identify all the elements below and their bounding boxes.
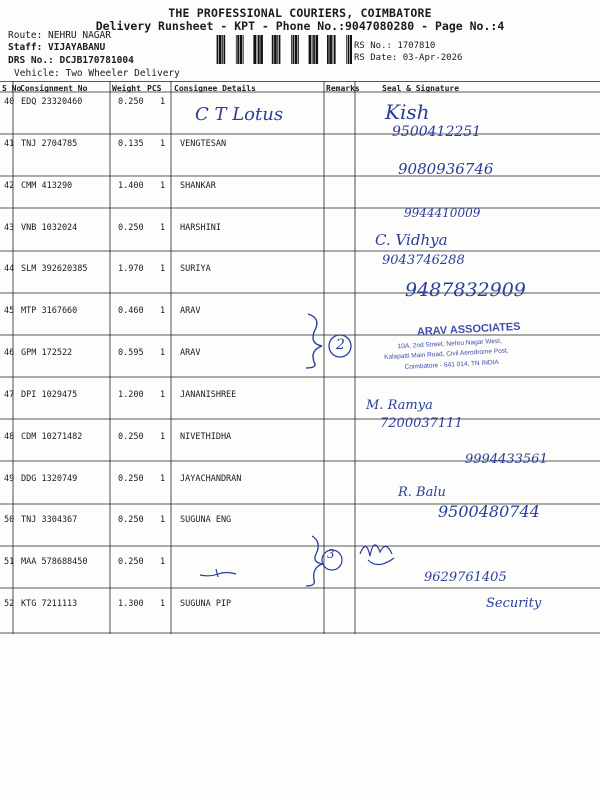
row-consignment: VNB 1032024 xyxy=(21,223,78,233)
row-pcs: 1 xyxy=(160,306,166,316)
header-signature: Seal & Signature xyxy=(382,84,460,93)
handwritten-phone: 9994433561 xyxy=(465,452,548,467)
stamp-address-line: 10A, 2nd Street, Nehru Nagar West, xyxy=(397,337,502,351)
row-consignment: GPM 172522 xyxy=(21,348,73,358)
row-consignee: VENGTESAN xyxy=(180,139,227,149)
handwritten-phone: 9080936746 xyxy=(398,160,494,178)
row-sno: 43 xyxy=(4,223,15,233)
rs-date: RS Date: 03-Apr-2026 xyxy=(354,53,463,63)
row-weight: 0.250 xyxy=(118,515,144,525)
row-consignment: TNJ 3304367 xyxy=(21,515,78,525)
row-consignee: SUGUNA ENG xyxy=(180,515,232,525)
row-weight: 1.200 xyxy=(118,390,144,400)
row-pcs: 1 xyxy=(160,557,166,567)
handwritten-circle-number: 3 xyxy=(327,547,335,561)
company-stamp xyxy=(379,320,542,384)
runsheet-title: THE PROFESSIONAL COURIERS, COIMBATORE xyxy=(168,6,432,20)
handwritten-phone: 9944410009 xyxy=(404,206,481,220)
handwritten-name: M. Ramya xyxy=(366,398,433,413)
row-sno: 52 xyxy=(4,599,15,609)
row-weight: 1.300 xyxy=(118,599,144,609)
row-consignee: ARAV xyxy=(180,348,201,358)
row-pcs: 1 xyxy=(160,348,166,358)
row-consignment: SLM 392620385 xyxy=(21,264,88,274)
header-remarks: Remarks xyxy=(326,84,360,93)
row-weight: 0.595 xyxy=(118,348,144,358)
row-weight: 0.135 xyxy=(118,139,144,149)
row-sno: 41 xyxy=(4,139,15,149)
row-sno: 49 xyxy=(4,474,15,484)
row-consignment: DPI 1029475 xyxy=(21,390,78,400)
row-consignment: EDQ 23320460 xyxy=(21,97,83,107)
row-sno: 46 xyxy=(4,348,15,358)
row-pcs: 1 xyxy=(160,390,166,400)
dash-mark xyxy=(196,565,240,581)
route-label: Route: NEHRU NAGAR xyxy=(8,30,111,41)
row-pcs: 1 xyxy=(160,139,166,149)
row-pcs: 1 xyxy=(160,432,166,442)
row-consignee: NIVETHIDHA xyxy=(180,432,232,442)
header-consignment: Consignment No xyxy=(20,84,88,93)
row-sno: 51 xyxy=(4,557,15,567)
header-pcs: PCS xyxy=(147,84,162,93)
row-sno: 42 xyxy=(4,181,15,191)
handwritten-note: Security xyxy=(486,596,542,611)
row-sno: 50 xyxy=(4,515,15,525)
handwritten-phone: 7200037111 xyxy=(380,416,463,431)
barcode xyxy=(212,35,352,64)
row-sno: 40 xyxy=(4,97,15,107)
row-sno: 45 xyxy=(4,306,15,316)
handwritten-name: R. Balu xyxy=(398,485,446,500)
row-weight: 0.250 xyxy=(118,432,144,442)
row-weight: 0.250 xyxy=(118,97,144,107)
runsheet-subtitle: Delivery Runsheet - KPT - Phone No.:9047080280 - Page No.:4 xyxy=(95,19,505,33)
row-consignee: ARAV xyxy=(180,306,201,316)
row-sno: 48 xyxy=(4,432,15,442)
row-weight: 0.250 xyxy=(118,557,144,567)
row-pcs: 1 xyxy=(160,264,166,274)
row-pcs: 1 xyxy=(160,181,166,191)
bracket-mark xyxy=(300,310,360,370)
handwritten-phone: 9629761405 xyxy=(424,570,507,585)
vehicle-label: Vehicle: Two Wheeler Delivery xyxy=(14,68,180,79)
handwritten-phone: 9500412251 xyxy=(392,124,482,140)
drs-label: DRS No.: DCJB170781004 xyxy=(8,55,134,66)
handwritten-signature-scribble xyxy=(298,530,428,590)
row-weight: 0.250 xyxy=(118,474,144,484)
header-sno: S No xyxy=(2,84,22,93)
staff-label: Staff: VIJAYABANU xyxy=(8,42,106,53)
row-consignment: CMM 413290 xyxy=(21,181,73,191)
header-weight: Weight xyxy=(112,84,141,93)
row-consignee: SUGUNA PIP xyxy=(180,599,232,609)
row-consignee: SURIYA xyxy=(180,264,211,274)
row-weight: 1.970 xyxy=(118,264,144,274)
header-consignee: Consignee Details xyxy=(174,84,256,93)
row-weight: 1.400 xyxy=(118,181,144,191)
row-consignment: KTG 7211113 xyxy=(21,599,78,609)
row-sno: 44 xyxy=(4,264,15,274)
row-consignment: CDM 10271482 xyxy=(21,432,83,442)
row-consignment: MTP 3167660 xyxy=(21,306,78,316)
handwritten-consignee: C T Lotus xyxy=(195,104,284,125)
row-weight: 0.250 xyxy=(118,223,144,233)
row-weight: 0.460 xyxy=(118,306,144,316)
row-pcs: 1 xyxy=(160,223,166,233)
row-sno: 47 xyxy=(4,390,15,400)
row-consignee: JAYACHANDRAN xyxy=(180,474,242,484)
row-consignee: SHANKAR xyxy=(180,181,216,191)
rs-number: RS No.: 1707810 xyxy=(354,41,436,51)
handwritten-phone: 9500480744 xyxy=(438,502,540,521)
row-pcs: 1 xyxy=(160,474,166,484)
handwritten-signature: Kish xyxy=(385,100,430,124)
row-pcs: 1 xyxy=(160,97,166,107)
handwritten-name: C. Vidhya xyxy=(375,231,448,249)
row-consignment: TNJ 2704785 xyxy=(21,139,78,149)
row-consignee: HARSHINI xyxy=(180,223,221,233)
stamp-address-line: Kalapatti Main Road, Civil Aerodrome Post, xyxy=(383,347,509,361)
row-consignee: JANANISHREE xyxy=(180,390,237,400)
stamp-address-line: Coimbatore - 641 014, TN INDIA xyxy=(404,358,499,371)
handwritten-phone: 9487832909 xyxy=(405,279,526,301)
row-pcs: 1 xyxy=(160,515,166,525)
handwritten-phone: 9043746288 xyxy=(382,253,465,268)
row-consignment: MAA 578688450 xyxy=(21,557,88,567)
row-pcs: 1 xyxy=(160,599,166,609)
stamp-company-name: ARAV ASSOCIATES xyxy=(416,320,521,339)
handwritten-circle-number: 2 xyxy=(336,337,345,353)
row-consignment: DDG 1320749 xyxy=(21,474,78,484)
